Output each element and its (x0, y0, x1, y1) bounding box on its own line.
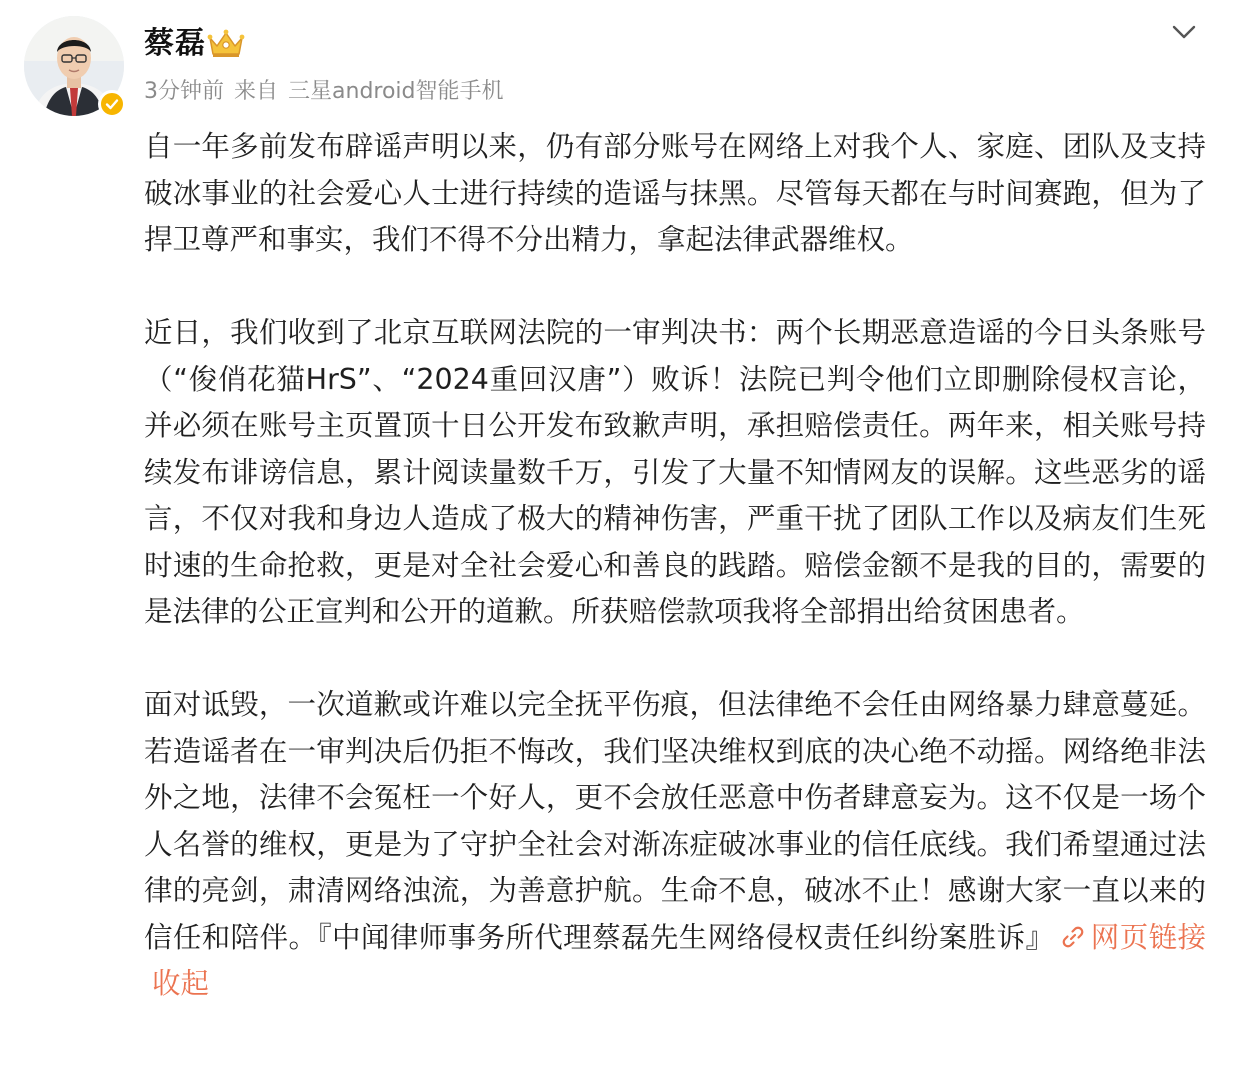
user-name[interactable]: 蔡磊 (144, 26, 206, 61)
link-icon (1060, 924, 1086, 950)
chevron-down-icon[interactable] (1170, 22, 1198, 42)
post-paragraph: 自一年多前发布辟谣声明以来，仍有部分账号在网络上对我个人、家庭、团队及支持破冰事业的社会爱心人士进行持续的造谣与抹黑。尽管每天都在与时间赛跑，但为了捍卫尊严和事实，我们不得不分出精力，拿起法律武器维权。 (144, 130, 1206, 256)
post-paragraph: 近日，我们收到了北京互联网法院的一审判决书：两个长期恶意造谣的今日头条账号（“俊俏花猫HrS”、“2024重回汉唐”）败诉！法院已判令他们立即删除侵权言论，并必须在账号主页置顶十日公开发布致歉声明，承担赔偿责任。两年来，相关账号持续发布诽谤信息，累计阅读量数千万，引发了大量不知情网友的误解。这些恶劣的谣言，不仅对我和身边人造成了极大的精神伤害，严重干扰了团队工作以及病友们生死时速的生命抢救，更是对全社会爱心和善良的践踏。赔偿金额不是我的目的，需要的是法律的公正宣判和公开的道歉。所获赔偿款项我将全部捐出给贫困患者。 (144, 316, 1206, 628)
collapse-button[interactable]: 收起 (152, 967, 210, 1000)
source-prefix: 来自 (234, 79, 279, 104)
verified-check-icon (98, 90, 126, 118)
post-meta (144, 76, 514, 108)
avatar[interactable] (24, 16, 124, 116)
web-link[interactable]: 网页链接 (1090, 920, 1206, 954)
post-paragraph-last (144, 682, 1206, 1008)
post-source: 三星android智能手机 (288, 79, 504, 104)
post-content (144, 124, 1206, 1008)
post-time[interactable]: 3分钟前 (144, 79, 224, 104)
crown-icon[interactable] (206, 28, 246, 60)
post-paragraph-text: 面对诋毁，一次道歉或许难以完全抚平伤痕，但法律绝不会任由网络暴力肆意蔓延。若造谣者在一审判决后仍拒不悔改，我们坚决维权到底的决心绝不动摇。网络绝非法外之地，法律不会冤枉一个好人，更不会放任恶意中伤者肆意妄为。这不仅是一场个人名誉的维权，更是为了守护全社会对渐冻症破冰事业的信任底线。我们希望通过法律的亮剑，肃清网络浊流，为善意护航。生命不息，破冰不止！感谢大家一直以来的信任和陪伴。『中闻律师事务所代理蔡磊先生网络侵权责任纠纷案胜诉』 (144, 688, 1206, 954)
